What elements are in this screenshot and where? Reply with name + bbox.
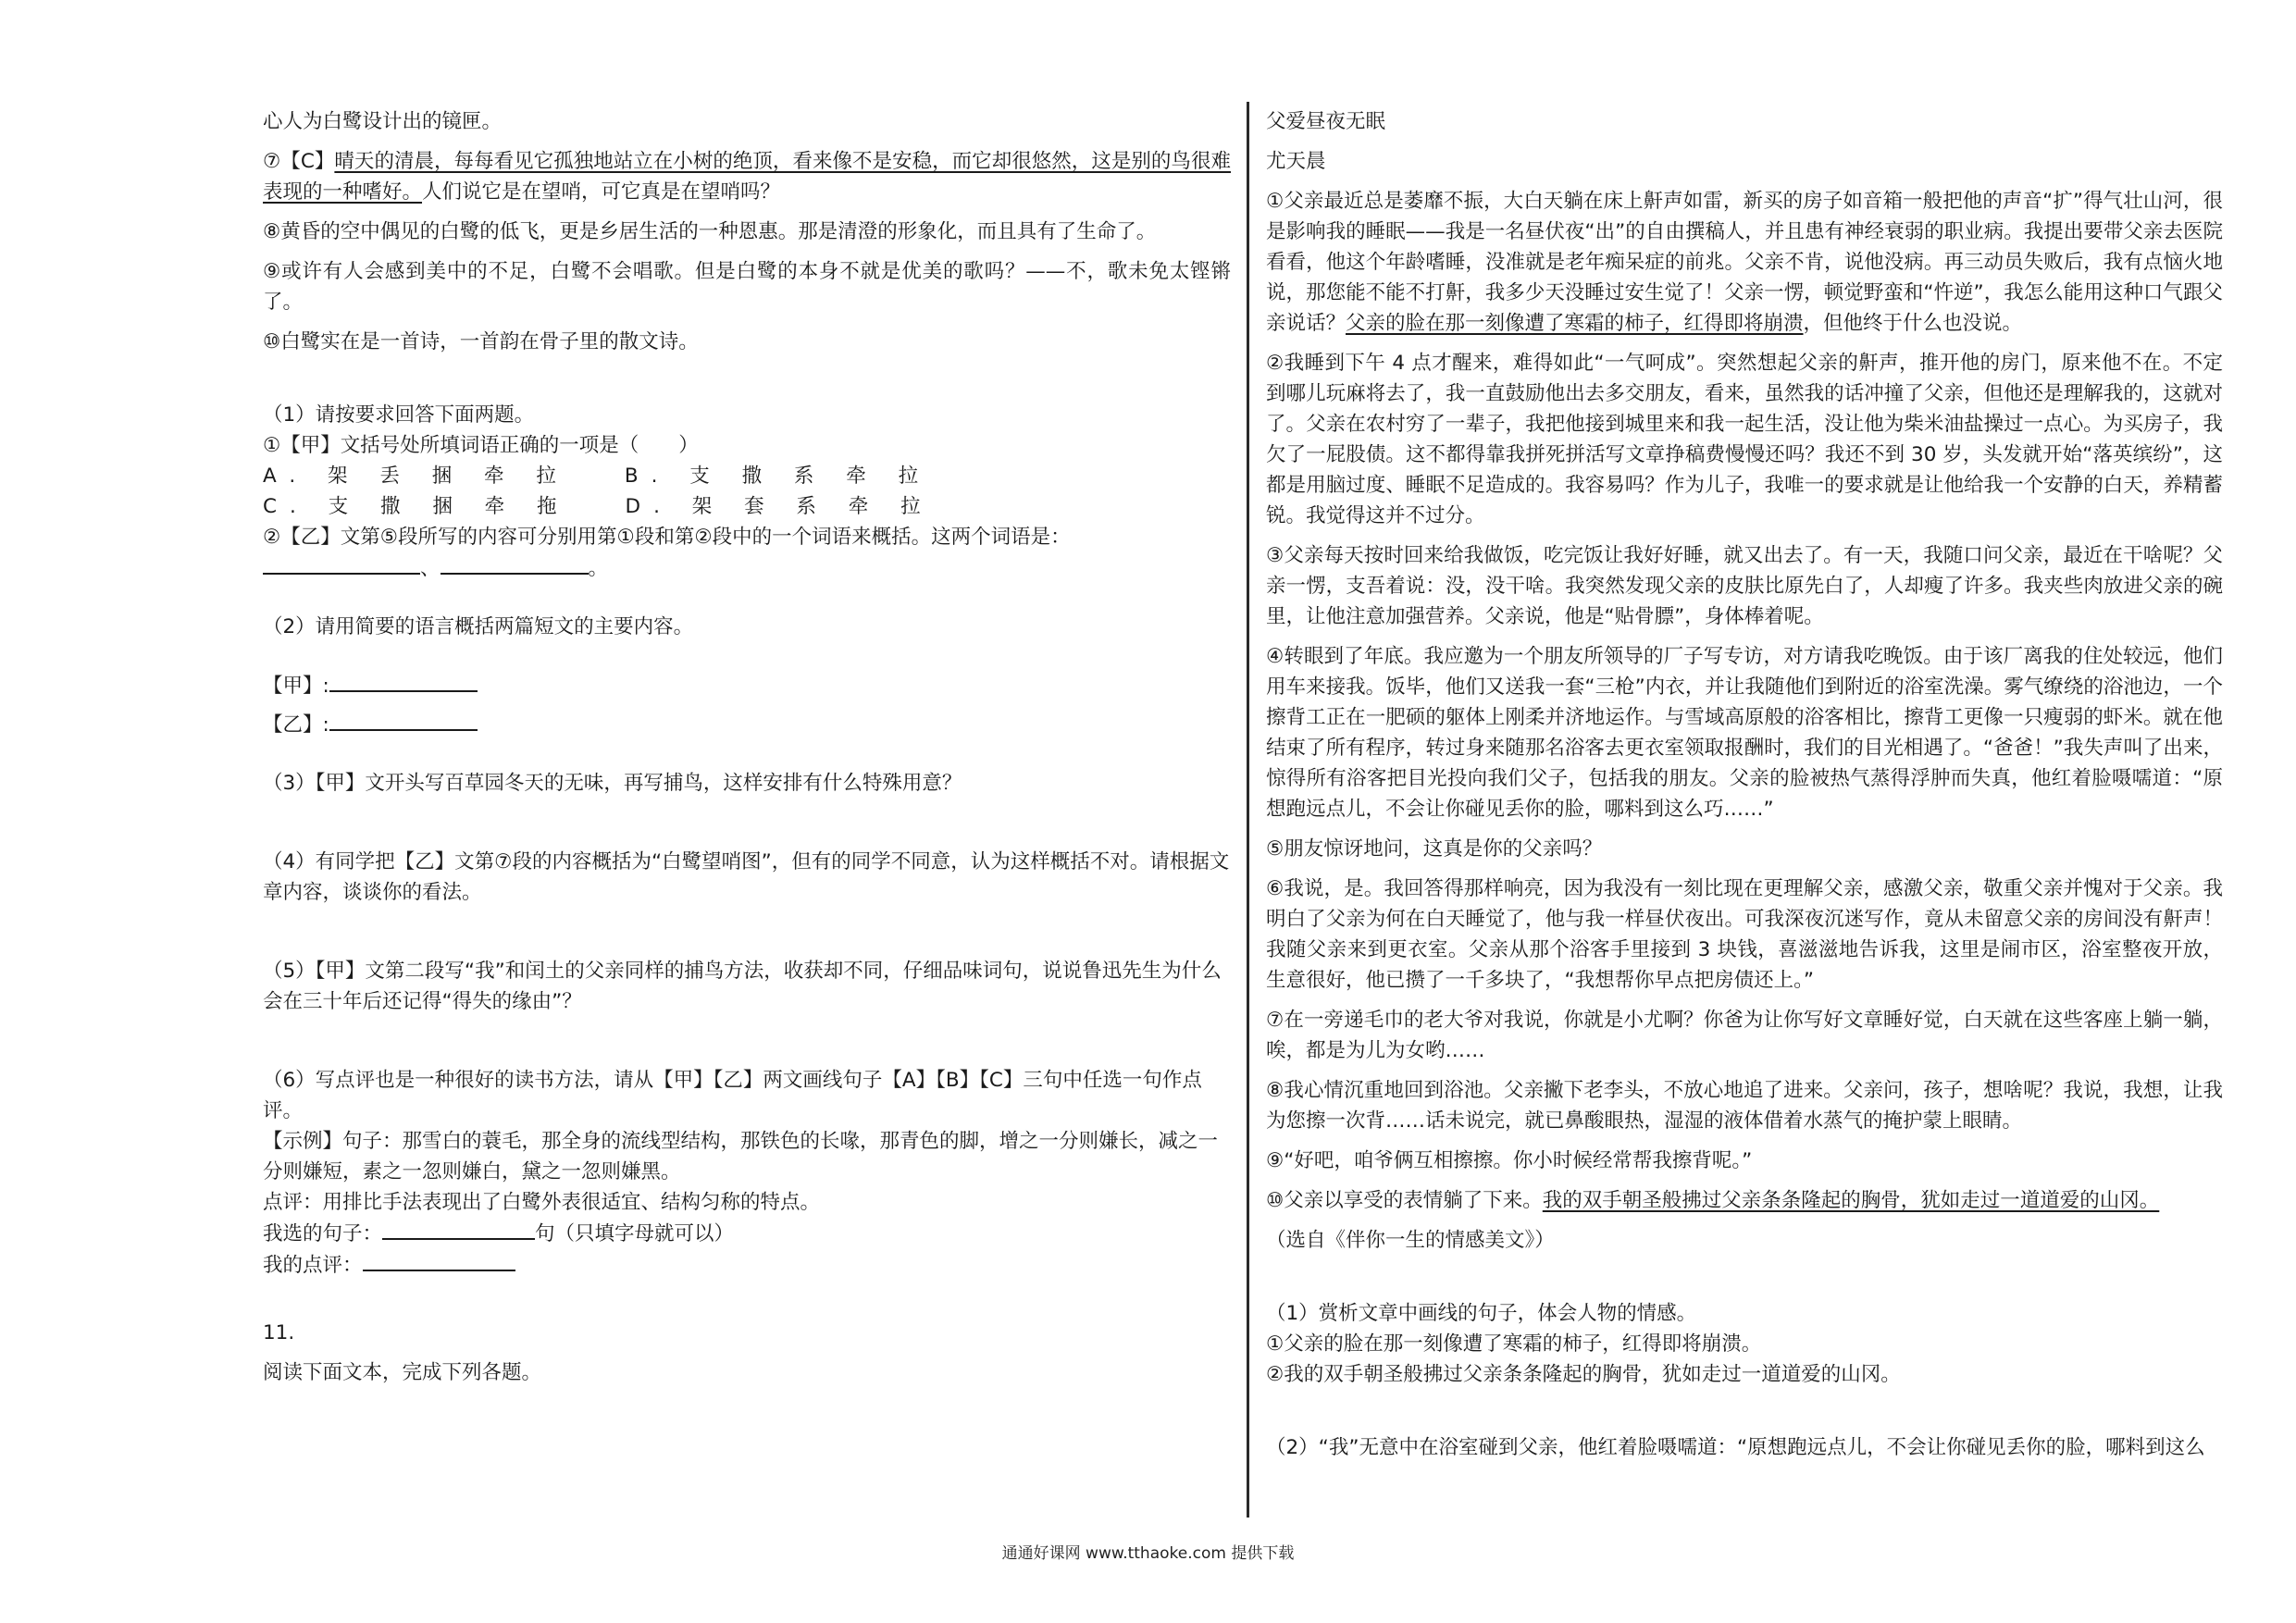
- answer-blank[interactable]: [363, 1249, 515, 1271]
- article-source: （选自《伴你一生的情感美文》）: [1266, 1229, 1555, 1252]
- paragraph-3: ③父亲每天按时回来给我做饭，吃完饭让我好好睡，就又出去了。有一天，我随口问父亲，最近在干啥呢？父亲一愣，支吾着说：没，没干啥。我突然发现父亲的皮肤比原先白了，人却瘦了许多。我夹些肉放进父亲的碗里，让他注意加强营养。父亲说，他是“贴骨膘”，身体棒着呢。: [1266, 544, 2223, 628]
- answer-blank[interactable]: [329, 709, 478, 731]
- question-3: （3）【甲】文开头写百草园冬天的无味，再写捕鸟，这样安排有什么特殊用意？: [263, 772, 962, 795]
- paragraph-7: ⑦【C】晴天的清晨，每每看见它孤独地站立在小树的绝顶，看来像不是安稳，而它却很悠然，这是别的鸟很难表现的一种嗜好。人们说它是在望哨，可它真是在望哨吗？: [263, 150, 1231, 204]
- option-d[interactable]: D. 架 套 系 牵 拉: [625, 495, 934, 518]
- answer-blank[interactable]: [263, 552, 420, 575]
- answer-jia: 【甲】:: [263, 670, 1231, 701]
- question-5: （5）【甲】文第二段写“我”和闰土的父亲同样的捕鸟方法，收获却不同，仔细品味词句，说说鲁迅先生为什么会在三十年后还记得“得失的缘由”？: [263, 960, 1222, 1013]
- question-11-text: 阅读下面文本，完成下列各题。: [263, 1361, 542, 1384]
- question-1b: ②【乙】文第⑤段所写的内容可分别用第①段和第②段中的一个词语来概括。这两个词语是：: [263, 526, 1071, 549]
- underlined-sentence-2: 我的双手朝圣般拂过父亲条条隆起的胸骨，犹如走过一道道爱的山冈。: [1542, 1189, 2160, 1212]
- question-1a: ①【甲】文括号处所填词语正确的一项是（ ）: [263, 434, 699, 457]
- option-b[interactable]: B. 支 撒 系 牵 拉: [624, 465, 932, 488]
- paragraph-9: ⑨或许有人会感到美中的不足，白鹭不会唱歌。但是白鹭的本身不就是优美的歌吗？——不，歌未免太铿锵了。: [263, 260, 1231, 314]
- right-column: [1266, 106, 2223, 1463]
- paragraph-10-right: ⑩父亲以享受的表情躺了下来。我的双手朝圣般拂过父亲条条隆起的胸骨，犹如走过一道道爱的山冈。: [1266, 1189, 2160, 1212]
- underlined-sentence-c: 晴天的清晨，每每看见它孤独地站立在小树的绝顶，看来像不是安稳，而它却很悠然，这是别的鸟很难表现的一种嗜好。: [263, 150, 1231, 204]
- paragraph-8: ⑧黄昏的空中偶见的白鹭的低飞，更是乡居生活的一种恩惠。那是清澄的形象化，而且具有了生命了。: [263, 220, 1157, 243]
- question-1-title: （1）请按要求回答下面两题。: [263, 403, 535, 427]
- intro-paragraph: 心人为白鹭设计出的镜匣。: [263, 110, 503, 133]
- right-question-1b: ②我的双手朝圣般拂过父亲条条隆起的胸骨，犹如走过一道道爱的山冈。: [1266, 1363, 1901, 1386]
- option-a[interactable]: A. 架 丢 捆 牵 拉: [263, 465, 569, 488]
- options-row-1: [263, 461, 1231, 491]
- paragraph-1: ①父亲最近总是萎靡不振，大白天躺在床上鼾声如雷，新买的房子如音箱一般把他的声音“扩”得气壮山河，很是影响我的睡眠——我是一名昼伏夜“出”的自由撰稿人，并且患有神经衰弱的职业病。我提出要带父亲去医院看看，他这个年龄嗜睡，没准就是老年痴呆症的前兆。父亲不肯，说他没病。再三动员失败后，我有点恼火地说，那您能不能不打鼾，我多少天没睡过安生觉了！父亲一愣，顿觉野蛮和“忤逆”，我怎么能用这种口气跟父亲说话？父亲的脸在那一刻像遭了寒霜的柿子，红得即将崩溃，但他终于什么也没说。: [1266, 190, 2223, 335]
- question-11-number: 11.: [263, 1321, 295, 1344]
- answer-blank[interactable]: [441, 552, 589, 575]
- page-footer: 通通好课网 www.tthaoke.com 提供下载: [1001, 1544, 1295, 1563]
- question-6-example: 【示例】句子：那雪白的蓑毛，那全身的流线型结构，那铁色的长喙，那青色的脚，增之一分则嫌长，减之一分则嫌短，素之一忽则嫌白，黛之一忽则嫌黑。: [263, 1130, 1219, 1183]
- paragraph-9-right: ⑨“好吧，咱爷俩互相擦擦。你小时候经常帮我擦背呢。”: [1266, 1149, 1753, 1172]
- answer-blanks-1b: 、 。: [263, 552, 1231, 584]
- paragraph-6: ⑥我说，是。我回答得那样响亮，因为我没有一刻比现在更理解父亲，感激父亲，敬重父亲并愧对于父亲。我明白了父亲为何在白天睡觉了，他与我一样昼伏夜出。可我深夜沉迷写作，竟从未留意父亲的房间没有鼾声！我随父亲来到更衣室。父亲从那个浴客手里接到 3 块钱，喜滋滋地告诉我，这里是闹市区，浴室整夜开放，生意很好，他已攒了一千多块了，“我想帮你早点把房债还上。”: [1266, 877, 2223, 992]
- answer-yi: 【乙】:: [263, 709, 1231, 740]
- answer-blank[interactable]: [329, 670, 478, 692]
- question-6-my-review: 我的点评：: [263, 1249, 1231, 1281]
- question-6: （6）写点评也是一种很好的读书方法，请从【甲】【乙】两文画线句子【A】【B】【C】三句中任选一句作点评。: [263, 1069, 1202, 1122]
- column-divider: [1247, 102, 1249, 1518]
- paragraph-5: ⑤朋友惊讶地问，这真是你的父亲吗？: [1266, 837, 1603, 861]
- question-6-comment: 点评：用排比手法表现出了白鹭外表很适宜、结构匀称的特点。: [263, 1191, 821, 1214]
- paragraph-4: ④转眼到了年底。我应邀为一个朋友所领导的厂子写专访，对方请我吃晚饭。由于该厂离我的住处较远，他们用车来接我。饭毕，他们又送我一套“三枪”内衣，并让我随他们到附近的浴室洗澡。雾气缭绕的浴池边，一个擦背工正在一肥硕的躯体上刚柔并济地运作。与雪域高原般的浴客相比，擦背工更像一只瘦弱的虾米。就在他结束了所有程序，转过身来随那名浴客去更衣室领取报酬时，我们的目光相遇了。“爸爸！”我失声叫了出来，惊得所有浴客把目光投向我们父子，包括我的朋友。父亲的脸被热气蒸得浮肿而失真，他红着脸嗫嚅道：“原想跑远点儿，不会让你碰见丢你的脸，哪料到这么巧……”: [1266, 645, 2223, 821]
- underlined-sentence-1: 父亲的脸在那一刻像遭了寒霜的柿子，红得即将崩溃: [1346, 312, 1804, 335]
- paragraph-8-right: ⑧我心情沉重地回到浴池。父亲撇下老李头，不放心地追了进来。父亲问，孩子，想啥呢？我说，我想，让我为您擦一次背……话未说完，就已鼻酸眼热，湿湿的液体借着水蒸气的掩护蒙上眼睛。: [1266, 1079, 2223, 1133]
- question-2: （2）请用简要的语言概括两篇短文的主要内容。: [263, 615, 694, 638]
- right-question-1a: ①父亲的脸在那一刻像遭了寒霜的柿子，红得即将崩溃。: [1266, 1332, 1762, 1356]
- paragraph-2: ②我睡到下午 4 点才醒来，难得如此“一气呵成”。突然想起父亲的鼾声，推开他的房门，原来他不在。不定到哪儿玩麻将去了，我一直鼓励他出去多交朋友，看来，虽然我的话冲撞了父亲，但他还是理解我的，这就对了。父亲在农村穷了一辈子，我把他接到城里来和我一起生活，没让他为柴米油盐操过一点心。为买房子，我欠了一屁股债。这不都得靠我拼死拼活写文章挣稿费慢慢还吗？我还不到 30 岁，头发就开始“落英缤纷”，这都是用脑过度、睡眠不足造成的。我容易吗？作为儿子，我唯一的要求就是让他给我一个安静的白天，养精蓄锐。我觉得这并不过分。: [1266, 352, 2223, 527]
- option-c[interactable]: C. 支 撒 捆 牵 拖: [263, 495, 570, 518]
- article-author: 尤天晨: [1266, 150, 1326, 173]
- paragraph-10: ⑩白鹭实在是一首诗，一首韵在骨子里的散文诗。: [263, 330, 699, 353]
- answer-blank[interactable]: [382, 1218, 535, 1240]
- article-title: 父爱昼夜无眠: [1266, 110, 1386, 133]
- question-4: （4）有同学把【乙】文第⑦段的内容概括为“白鹭望哨图”，但有的同学不同意，认为这样概括不对。请根据文章内容，谈谈你的看法。: [263, 850, 1230, 904]
- right-question-1-title: （1）赏析文章中画线的句子，体会人物的情感。: [1266, 1302, 1697, 1325]
- left-column: [263, 106, 1231, 1388]
- right-question-2: （2）“我”无意中在浴室碰到父亲，他红着脸嗫嚅道：“原想跑远点儿，不会让你碰见丢你的脸，哪料到这么: [1266, 1436, 2205, 1459]
- paragraph-7-right: ⑦在一旁递毛巾的老大爷对我说，你就是小尤啊？你爸为让你写好文章睡好觉，白天就在这些客座上躺一躺，唉，都是为儿为女哟……: [1266, 1009, 2223, 1062]
- question-6-my-sentence: 我选的句子： 句（只填字母就可以）: [263, 1218, 1231, 1249]
- options-row-2: [263, 491, 1231, 522]
